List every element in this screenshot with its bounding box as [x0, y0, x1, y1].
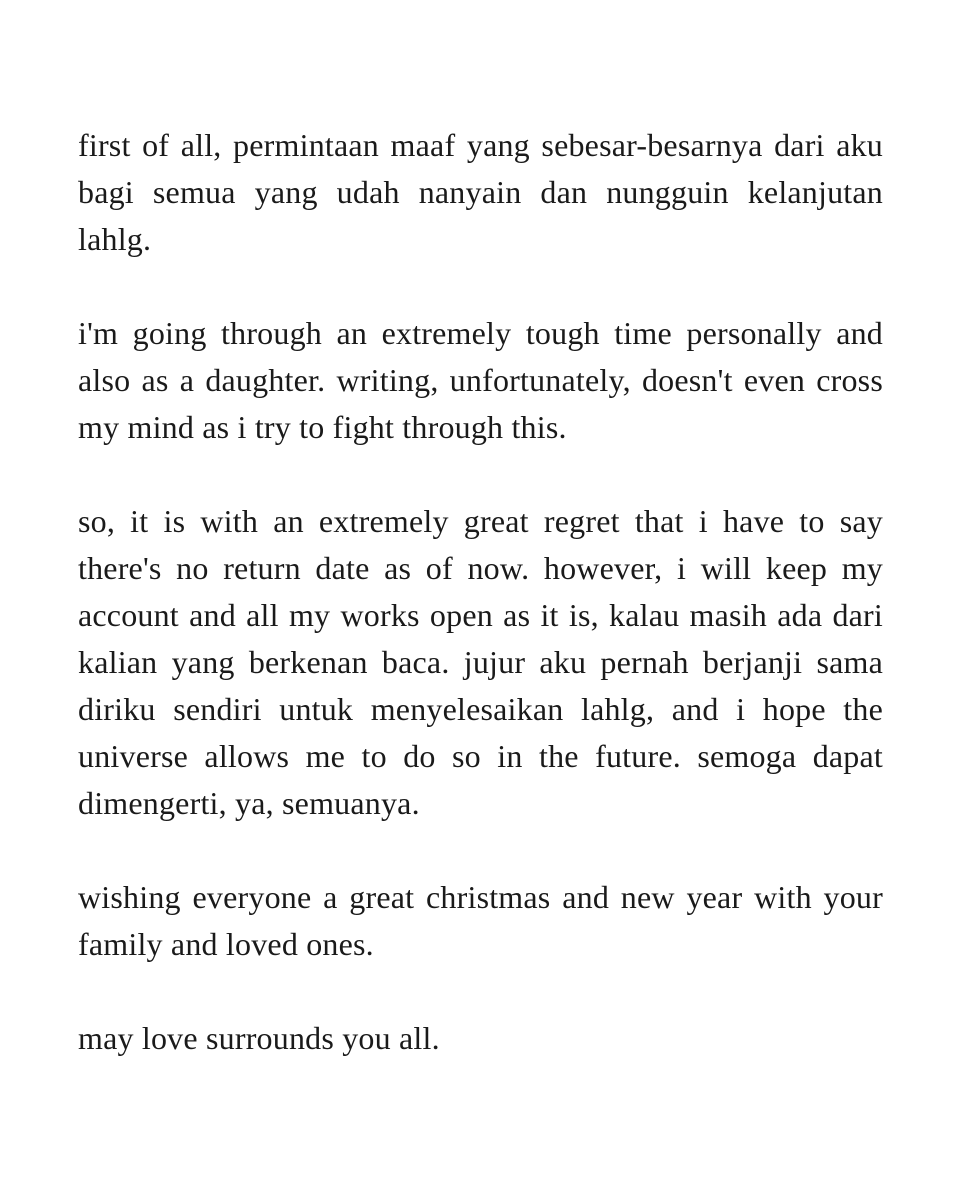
paragraph-personal-situation: i'm going through an extremely tough time personally and also as a daughter. writing, unfortunately, doesn't even cross my mind as i try to fight through this.	[78, 315, 883, 445]
message-body	[78, 122, 883, 1062]
paragraph-holiday-wishes: wishing everyone a great christmas and new year with your family and loved ones.	[78, 879, 883, 962]
paragraph-closing: may love surrounds you all.	[78, 1020, 440, 1056]
paragraph-apology: first of all, permintaan maaf yang sebesar-besarnya dari aku bagi semua yang udah nanyain dan nungguin kelanjutan lahlg.	[78, 127, 883, 257]
paragraph-hiatus-announcement: so, it is with an extremely great regret that i have to say there's no return date as of now. however, i will keep my account and all my works open as it is, kalau masih ada dari kalian yang berkenan baca. jujur aku pernah berjanji sama diriku sendiri untuk menyelesaikan lahlg, and i hope the universe allows me to do so in the future. semoga dapat dimengerti, ya, semuanya.	[78, 503, 883, 821]
